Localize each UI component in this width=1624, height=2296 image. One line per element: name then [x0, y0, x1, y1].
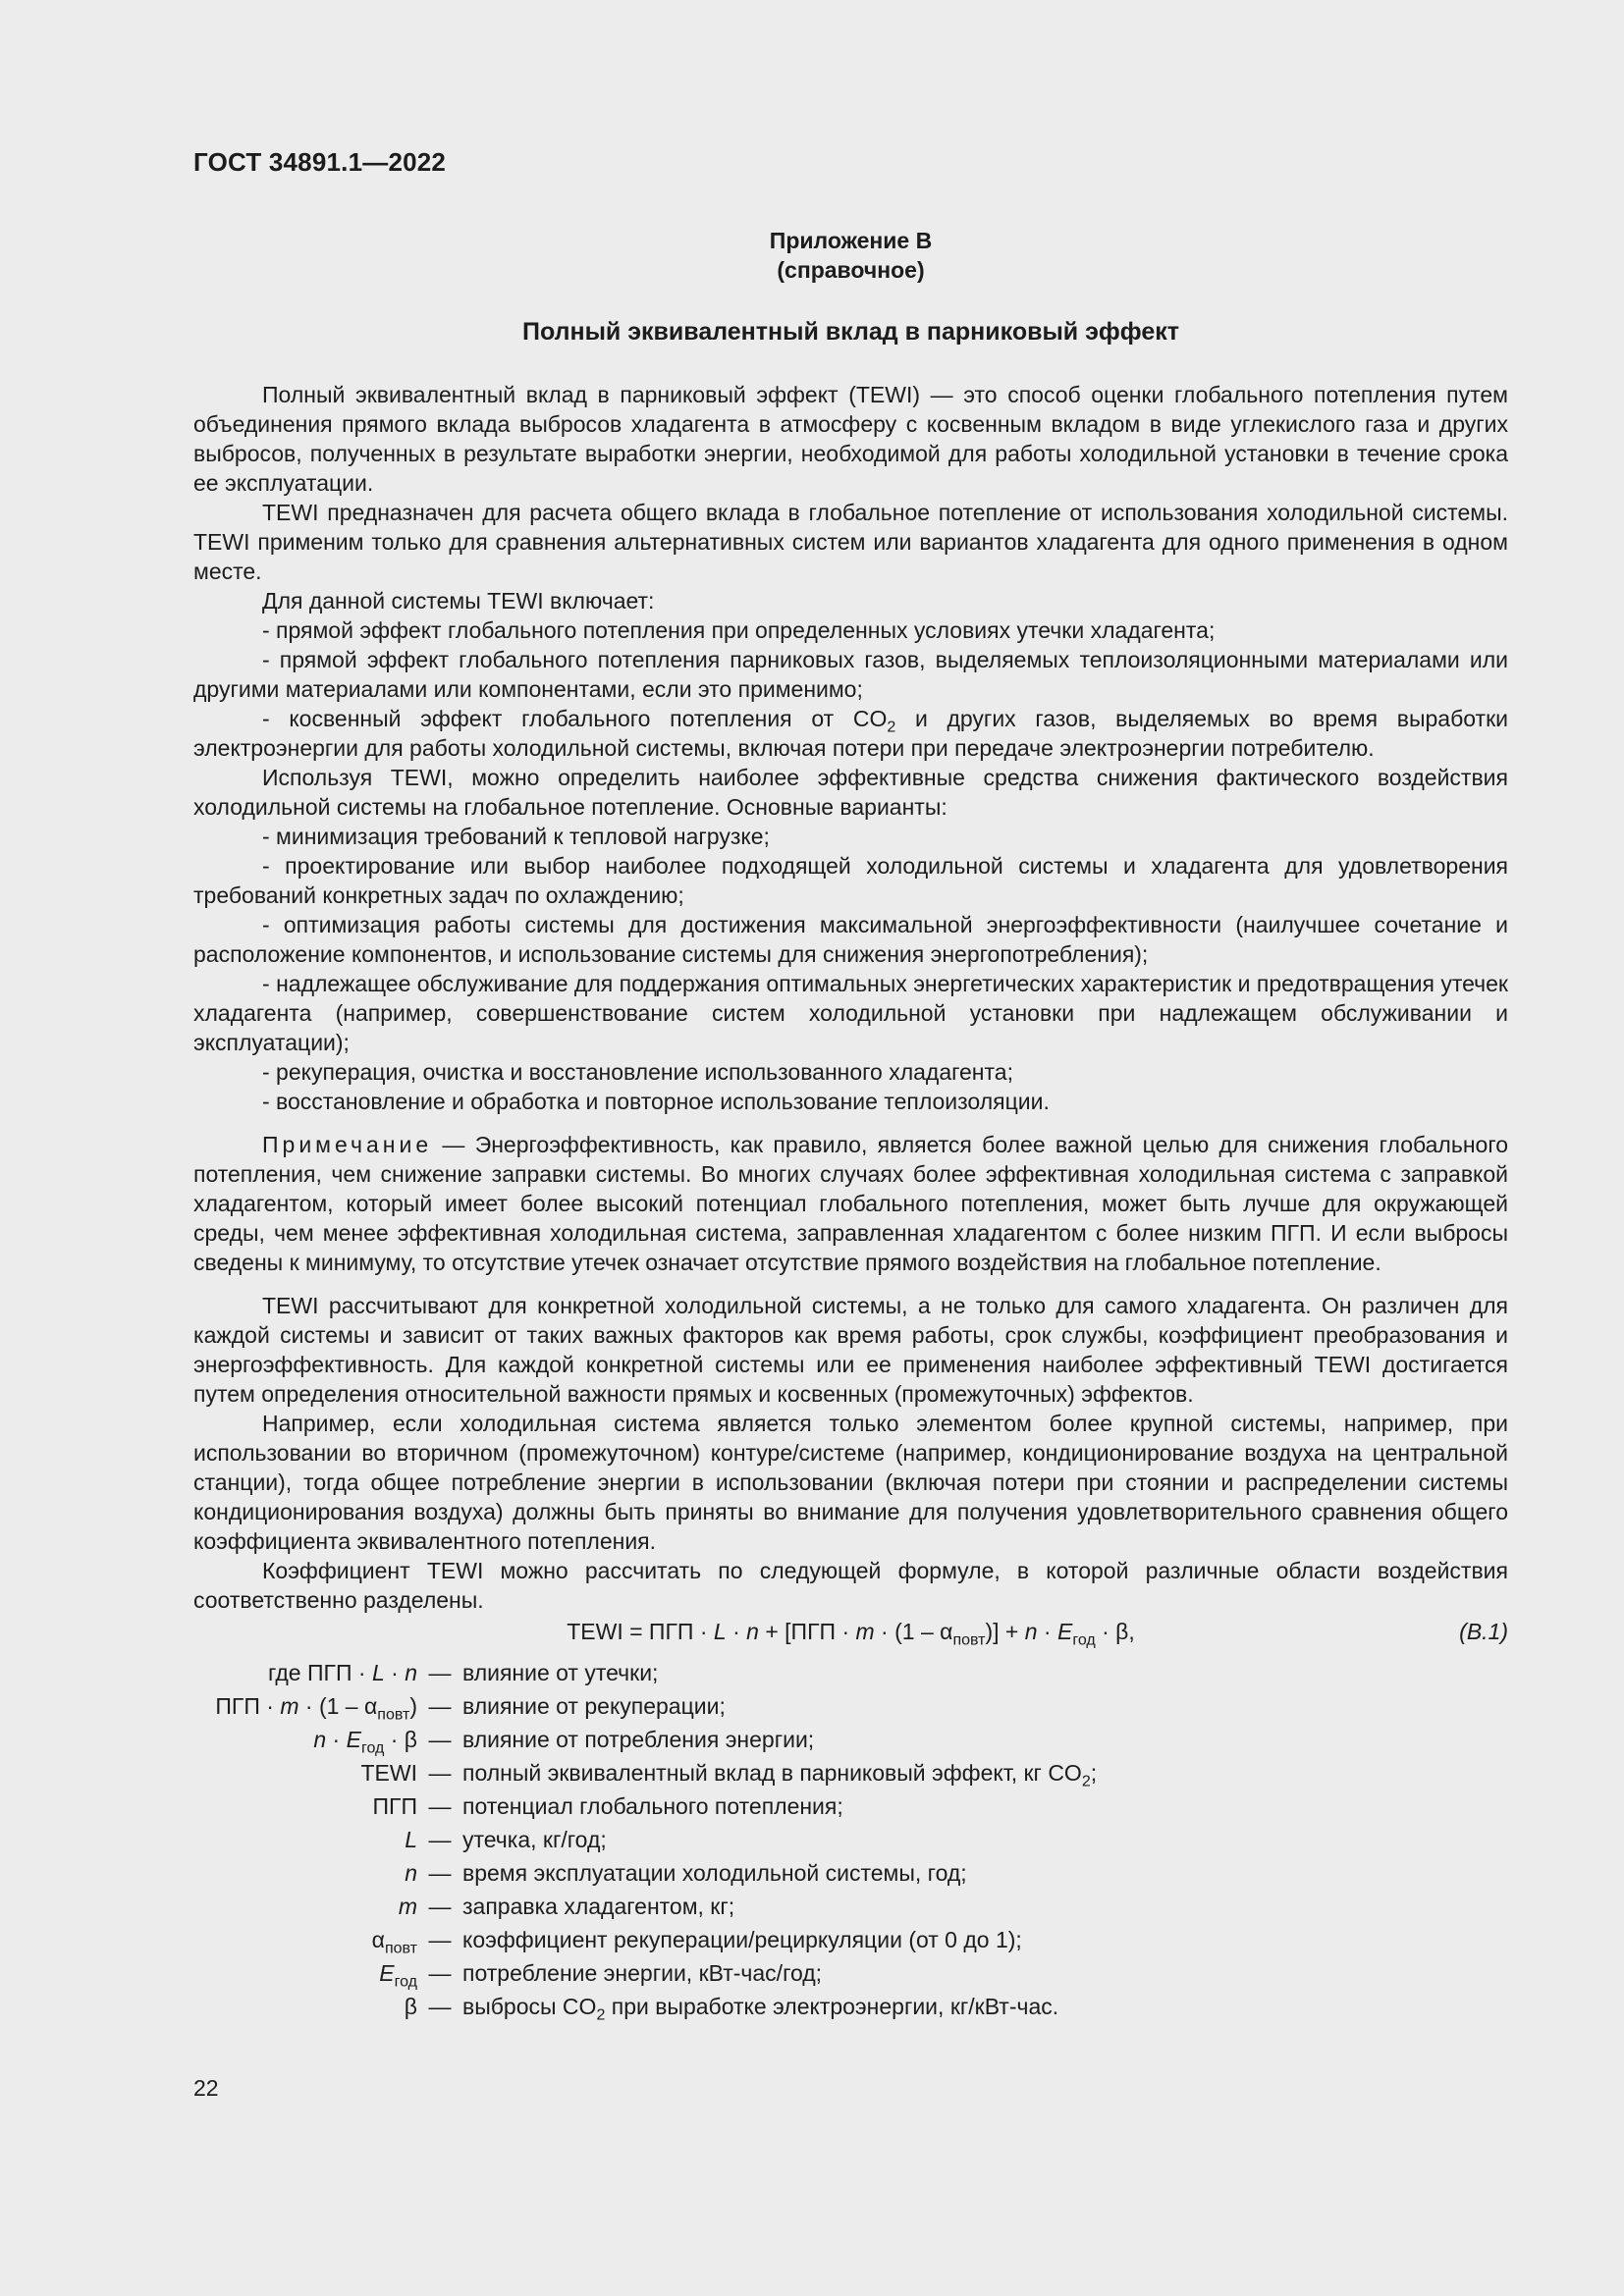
subscript: год	[1072, 1631, 1096, 1649]
subscript: повт	[952, 1631, 986, 1649]
list-item: - прямой эффект глобального потепления при определенных условиях утечки хладагента;	[262, 617, 1216, 643]
legend-dash: —	[428, 1727, 452, 1752]
legend-symbol: β	[404, 1994, 417, 2019]
legend-var: L	[371, 1660, 385, 1685]
legend-row	[193, 1691, 1508, 1725]
formula-var: n	[1024, 1619, 1038, 1644]
legend-dash: —	[428, 1827, 452, 1852]
legend-description: коэффициент рекуперации/рециркуляции (от 0 до 1);	[462, 1927, 1022, 1952]
legend-description-part: при выработке электроэнергии, кг/кВт-час.	[605, 1994, 1059, 2019]
legend-description: заправка хладагентом, кг;	[462, 1894, 735, 1919]
legend-dash: —	[428, 1927, 452, 1952]
formula-row	[193, 1617, 1508, 1652]
formula-part: TEWI = ПГП ·	[567, 1619, 714, 1644]
legend-dash: —	[428, 1994, 452, 2019]
legend-description: потенциал глобального потепления;	[462, 1793, 843, 1819]
legend-symbol-part: )	[409, 1693, 417, 1719]
legend-row	[193, 1925, 1508, 1958]
subscript: год	[360, 1739, 385, 1757]
list-item-text: и других газов, выделяемых во время выработки электроэнергии для работы холодильной системы, включая потери при передаче электроэнергии потребителю.	[193, 706, 1508, 761]
paragraph: Коэффициент TEWI можно рассчитать по следующей формуле, в которой различные области воздействия соответственно разделены.	[193, 1558, 1508, 1613]
list-item: - оптимизация работы системы для достижения максимальной энергоэффективности (наилучшее сочетание и расположение компонентов, и использование системы для снижения энергопотребления);	[193, 912, 1508, 967]
subscript: повт	[377, 1706, 410, 1724]
annex-heading	[193, 226, 1508, 285]
formula-part: )] +	[985, 1619, 1025, 1644]
list-item: - проектирование или выбор наиболее подходящей холодильной системы и хладагента для удовлетворения требований конкретных задач по охлаждению;	[193, 853, 1508, 908]
list-item-text: - косвенный эффект глобального потепления от CO	[262, 706, 888, 731]
formula-var: m	[855, 1619, 875, 1644]
subscript: год	[394, 1973, 417, 1991]
legend-symbol	[193, 1858, 417, 1888]
legend-symbol-part: ·	[326, 1727, 347, 1752]
legend-row	[193, 1992, 1508, 2025]
formula-part: · β,	[1095, 1619, 1135, 1644]
legend-description: влияние от утечки;	[462, 1660, 659, 1685]
subscript: 2	[887, 719, 896, 736]
formula-part: ·	[726, 1619, 747, 1644]
legend-var: m	[280, 1693, 299, 1719]
legend-dash: —	[428, 1793, 452, 1819]
list-item: - рекуперация, очистка и восстановление использованного хладагента;	[262, 1059, 1013, 1085]
paragraph: Полный эквивалентный вклад в парниковый эффект (TEWI) — это способ оценки глобального потепления путем объединения прямого вклада выбросов хладагента в атмосферу с косвенным вкладом в виде углекислого газа и других выбросов, полученных в результате выработки энергии, необходимой для работы холодильной установки в течение срока ее эксплуатации.	[193, 382, 1508, 496]
legend-symbol	[193, 1658, 417, 1687]
legend-row	[193, 1825, 1508, 1858]
subscript: 2	[596, 2006, 606, 2024]
legend-row	[193, 1658, 1508, 1691]
legend-row	[193, 1892, 1508, 1925]
formula	[193, 1617, 1508, 1649]
legend-symbol-part: ·	[384, 1660, 406, 1685]
legend-row	[193, 1791, 1508, 1825]
body-text	[193, 380, 1508, 2025]
legend-symbol-part: α	[371, 1927, 385, 1952]
paragraph: Для данной системы TEWI включает:	[262, 588, 655, 614]
legend-var: E	[379, 1960, 395, 1986]
formula-part: + [ПГП ·	[758, 1619, 856, 1644]
note-label: Примечание	[262, 1132, 433, 1157]
legend-symbol	[193, 1892, 417, 1921]
legend-dash: —	[428, 1760, 452, 1786]
legend-dash: —	[428, 1894, 452, 1919]
legend-dash: —	[428, 1860, 452, 1886]
formula-legend	[193, 1658, 1508, 2025]
legend-description	[462, 1992, 1508, 2024]
legend-description	[462, 1758, 1508, 1788]
legend-row	[193, 1958, 1508, 1992]
legend-row	[193, 1725, 1508, 1758]
legend-symbol-part: где ПГП ·	[268, 1660, 372, 1685]
legend-dash: —	[428, 1693, 452, 1719]
legend-description-part: выбросы CO	[462, 1994, 597, 2019]
note	[193, 1130, 1508, 1277]
formula-number: (В.1)	[1459, 1619, 1508, 1644]
list-item: - минимизация требований к тепловой нагрузке;	[262, 824, 770, 849]
legend-symbol-part: ПГП ·	[215, 1693, 281, 1719]
legend-symbol	[193, 1691, 417, 1724]
formula-part: · (1 – α	[874, 1619, 953, 1644]
paragraph: Используя TEWI, можно определить наиболее эффективные средства снижения фактического воздействия холодильной системы на глобальное потепление. Основные варианты:	[193, 765, 1508, 820]
formula-var: n	[746, 1619, 759, 1644]
subscript: повт	[384, 1940, 417, 1957]
legend-description: время эксплуатации холодильной системы, год;	[462, 1860, 967, 1886]
legend-row	[193, 1758, 1508, 1791]
list-item: - надлежащее обслуживание для поддержания оптимальных энергетических характеристик и предотвращения утечек хладагента (например, совершенствование систем холодильной установки при надлежащем обслуживании и эксплуатации);	[193, 971, 1508, 1055]
legend-var: m	[398, 1894, 417, 1919]
paragraph: TEWI рассчитывают для конкретной холодильной системы, а не только для самого хладагента. Он различен для каждой системы и зависит от таких важных факторов как время работы, срок службы, коэффициент преобразования и энергоэффективность. Для каждой конкретной системы или ее применения наиболее эффективный TEWI достигается путем определения относительной важности прямых и косвенных (промежуточных) эффектов.	[193, 1293, 1508, 1407]
legend-description: утечка, кг/год;	[462, 1827, 607, 1852]
legend-dash: —	[428, 1960, 452, 1986]
legend-var: n	[405, 1660, 417, 1685]
paragraph: TEWI предназначен для расчета общего вклада в глобальное потепление от использования холодильной системы. TEWI применим только для сравнения альтернативных систем или вариантов хладагента для одного применения в одном месте.	[193, 500, 1508, 584]
legend-var: E	[346, 1727, 361, 1752]
annex-type: (справочное)	[777, 257, 925, 283]
legend-dash: —	[428, 1660, 452, 1685]
legend-symbol	[193, 1825, 417, 1854]
legend-symbol-part: · (1 – α	[298, 1693, 378, 1719]
legend-symbol	[193, 1925, 417, 1957]
legend-symbol: TEWI	[360, 1760, 417, 1786]
document-code: ГОСТ 34891.1—2022	[193, 147, 447, 177]
formula-var: L	[713, 1619, 727, 1644]
legend-description-part: полный эквивалентный вклад в парниковый эффект, кг CO	[462, 1760, 1082, 1786]
formula-part: ·	[1037, 1619, 1057, 1644]
legend-description: влияние от рекуперации;	[462, 1693, 726, 1719]
subscript: 2	[1081, 1773, 1091, 1790]
list-item: - прямой эффект глобального потепления парниковых газов, выделяемых теплоизоляционными материалами или другими материалами или компонентами, если это применимо;	[193, 647, 1508, 702]
page-number: 22	[193, 2075, 219, 2101]
formula-var: E	[1057, 1619, 1073, 1644]
legend-symbol	[193, 1725, 417, 1757]
note-text: — Энергоэффективность, как правило, является более важной целью для снижения глобального потепления, чем снижение заправки системы. Во многих случаях более эффективная холодильная система с заправкой хладагентом, который имеет более высокий потенциал глобального потепления, может быть лучше для окружающей среды, чем менее эффективная холодильная система, заправленная хладагентом с более низким ПГП. И если выбросы сведены к минимуму, то отсутствие утечек означает отсутствие прямого воздействия на глобальное потепление.	[193, 1132, 1508, 1275]
annex-title: Полный эквивалентный вклад в парниковый эффект	[521, 318, 1180, 346]
legend-var: L	[405, 1827, 417, 1852]
legend-symbol-part: · β	[384, 1727, 417, 1752]
annex-label: Приложение В	[769, 228, 933, 253]
legend-description: влияние от потребления энергии;	[462, 1727, 815, 1752]
legend-description: потребление энергии, кВт-час/год;	[462, 1960, 823, 1986]
legend-var: n	[405, 1860, 417, 1886]
list-item	[193, 704, 1508, 763]
legend-var: n	[313, 1727, 327, 1752]
legend-symbol	[193, 1958, 417, 1991]
legend-row	[193, 1858, 1508, 1892]
list-item: - восстановление и обработка и повторное использование теплоизоляции.	[262, 1089, 1050, 1114]
paragraph: Например, если холодильная система является только элементом более крупной системы, например, при использовании во вторичном (промежуточном) контуре/системе (например, кондиционирование воздуха на центральной станции), тогда общее потребление энергии в использовании (включая потери при стоянии и распределении системы кондиционирования воздуха) должны быть приняты во внимание для получения удовлетворительного сравнения общего коэффициента эквивалентного потепления.	[193, 1411, 1508, 1554]
legend-symbol: ПГП	[372, 1793, 417, 1819]
legend-description-part: ;	[1090, 1760, 1098, 1786]
